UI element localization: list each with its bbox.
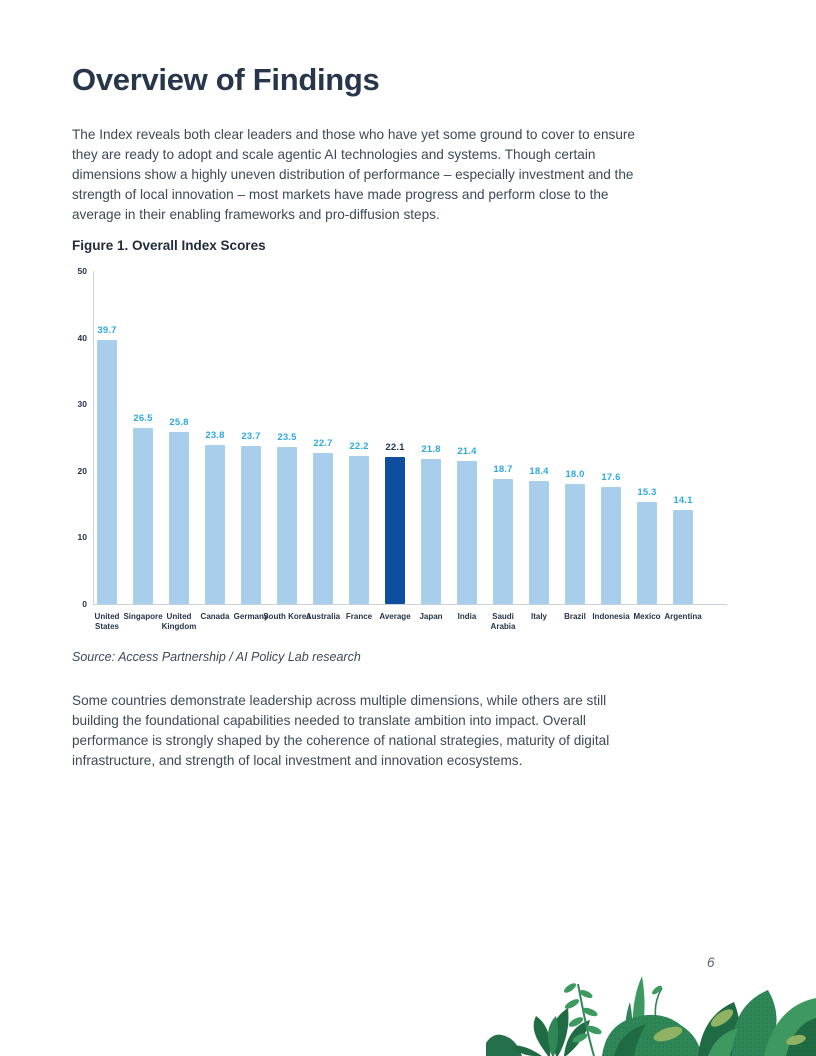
x-axis-category-label: United Kingdom: [161, 612, 197, 631]
chart-bar-singapore: [133, 428, 153, 604]
y-axis-line: [93, 271, 94, 604]
x-axis-category-label: Canada: [200, 612, 230, 621]
x-axis-category-label: Japan: [419, 612, 443, 621]
closing-paragraph: Some countries demonstrate leadership across multiple dimensions, while others are still building the foundational capabilities needed to translate ambition into impact. Overall performance is strongly shaped by the coherence of national strategies, maturity of digital infrastructure, and strength of local investment and innovation ecosystems.: [72, 693, 610, 768]
chart-bar-mexico: [637, 502, 657, 604]
chart-bar-canada: [205, 445, 225, 604]
bar-value-label: 18.4: [529, 466, 549, 478]
bar-value-label: 22.7: [313, 437, 333, 449]
y-axis-tick-label: 40: [77, 332, 87, 343]
bar-chart-overall-index-scores: [72, 262, 720, 654]
chart-bar-united-kingdom: [169, 432, 189, 604]
bar-value-label: 26.5: [133, 412, 153, 424]
chart-bar-brazil: [565, 484, 585, 604]
x-axis-line: [93, 604, 727, 605]
intro-paragraph: The Index reveals both clear leaders and those who have yet some ground to cover to ensure they are ready to adopt and scale agentic AI technologies and systems. Though certain dimensions show a highly uneven distribution of performance – especially investment and the strength of local innovation – most markets have made progress and perform close to the average in their enabling frameworks and pro-diffusion steps.: [72, 127, 635, 222]
y-axis-tick-label: 10: [77, 532, 87, 543]
y-axis-tick-label: 0: [82, 599, 87, 609]
bar-value-label: 23.5: [277, 432, 297, 444]
y-axis-tick-label: 20: [77, 465, 87, 476]
bar-value-label: 21.4: [457, 446, 477, 458]
bar-value-label: 22.1: [385, 441, 405, 453]
y-axis-tick-label: 30: [77, 399, 87, 410]
chart-bar-france: [349, 456, 369, 604]
chart-bar-india: [457, 461, 477, 604]
chart-bar-united-states: [97, 340, 117, 604]
figure-caption: Figure 1. Overall Index Scores: [72, 238, 266, 253]
x-axis-category-label: France: [345, 612, 373, 621]
bar-value-label: 21.8: [421, 443, 441, 455]
bar-value-label: 17.6: [601, 471, 621, 483]
chart-bar-saudi-arabia: [493, 479, 513, 604]
bar-value-label: 14.1: [673, 495, 693, 507]
bar-value-label: 18.7: [493, 464, 513, 476]
x-axis-category-label: Italy: [530, 612, 547, 621]
x-axis-category-label: Singapore: [123, 612, 163, 621]
x-axis-category-label: India: [457, 612, 477, 621]
bar-value-label: 39.7: [97, 324, 117, 336]
x-axis-category-label: Australia: [305, 612, 341, 621]
chart-bar-average: [385, 457, 405, 604]
chart-bar-australia: [313, 453, 333, 604]
bar-value-label: 22.2: [349, 441, 369, 453]
bar-value-label: 15.3: [637, 487, 657, 499]
source-attribution: Source: Access Partnership / AI Policy Lab research: [72, 650, 361, 664]
chart-bar-japan: [421, 459, 441, 604]
y-axis-tick-label: 50: [77, 266, 87, 276]
page-title: Overview of Findings: [72, 62, 380, 97]
x-axis-category-label: Brazil: [564, 612, 586, 621]
chart-bar-germany: [241, 446, 261, 604]
page-number: 6: [707, 955, 715, 970]
x-axis-category-label: Mexico: [633, 612, 661, 621]
x-axis-category-label: Germany: [233, 612, 269, 621]
x-axis-category-label: Average: [379, 612, 411, 621]
x-axis-category-label: United States: [94, 612, 120, 631]
x-axis-category-label: Argentina: [664, 612, 702, 621]
foliage-illustration-icon: [486, 974, 816, 1056]
bar-value-label: 18.0: [565, 469, 585, 481]
chart-bar-argentina: [673, 510, 693, 604]
bar-value-label: 23.8: [205, 430, 225, 442]
chart-bar-indonesia: [601, 487, 621, 604]
bar-value-label: 25.8: [169, 417, 189, 429]
x-axis-category-label: Saudi Arabia: [490, 612, 516, 631]
chart-bar-south-korea: [277, 447, 297, 604]
chart-bar-italy: [529, 481, 549, 604]
bar-value-label: 23.7: [241, 431, 261, 443]
x-axis-category-label: Indonesia: [592, 612, 630, 621]
x-axis-category-label: South Korea: [263, 612, 311, 621]
